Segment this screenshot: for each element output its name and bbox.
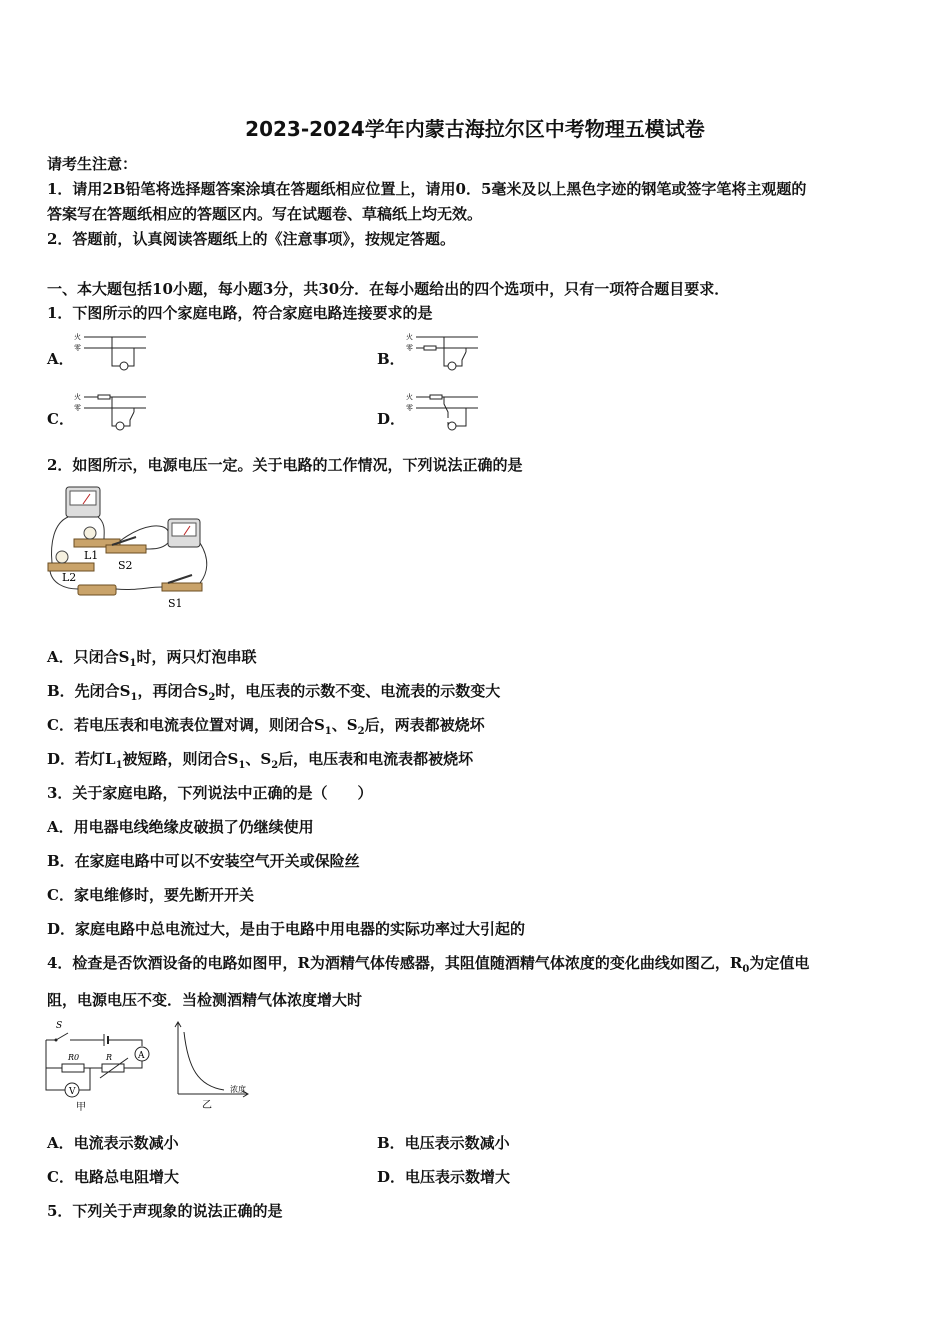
q2-option-d: D．若灯$L_1$被短路，则闭合$S_1$、$S_2$后，电压表和电流表都被烧坏 <box>47 750 474 771</box>
neutral-wire-label: 零 <box>406 344 413 352</box>
q3-option-c: C．家电维修时，要先断开开关 <box>47 886 254 904</box>
live-wire-label: 火 <box>406 333 413 341</box>
q1-circuit-d <box>404 390 482 436</box>
q2-circuit-figure <box>44 483 214 615</box>
label-switch-s: S <box>56 1021 63 1031</box>
q3-option-b: B．在家庭电路中可以不安装空气开关或保险丝 <box>47 852 360 870</box>
q4-stem-line1: 4．检查是否饮酒设备的电路如图甲，R为酒精气体传感器，其阻值随酒精气体浓度的变化曲线如图乙，$R_0$为定值电 <box>47 954 810 975</box>
q1-stem: 1．下图所示的四个家庭电路，符合家庭电路连接要求的是 <box>47 304 433 322</box>
q1-option-a-label: A． <box>47 350 74 368</box>
q4-option-b: B．电压表示数减小 <box>377 1134 510 1152</box>
label-r0: R0 <box>68 1053 80 1062</box>
label-s2: S2 <box>118 559 133 572</box>
q1-circuit-b <box>404 330 482 376</box>
live-wire-label: 火 <box>74 393 81 401</box>
q1-option-d-label: D． <box>377 410 406 428</box>
label-s1: S1 <box>168 597 183 610</box>
notice-item1-line2: 答案写在答题纸相应的答题区内。写在试题卷、草稿纸上均无效。 <box>47 205 483 223</box>
label-ammeter: A <box>138 1051 145 1061</box>
page-title: 2023-2024学年内蒙古海拉尔区中考物理五模试卷 <box>245 117 705 141</box>
label-l2: L2 <box>62 571 77 584</box>
label-l1: L1 <box>84 549 99 562</box>
notice-item1-line1: 1．请用2B铅笔将选择题答案涂填在答题纸相应位置上，请用0．5毫米及以上黑色字迹的钢笔或签字笔将主观题的 <box>47 180 807 198</box>
label-yi: 乙 <box>202 1100 212 1111</box>
q2-option-b: B．先闭合$S_1$，再闭合$S_2$时，电压表的示数不变、电流表的示数变大 <box>47 682 501 703</box>
q4-option-c: C．电路总电阻增大 <box>47 1168 179 1186</box>
q2-option-a: A．只闭合$S_1$时，两只灯泡串联 <box>47 648 257 669</box>
label-voltmeter: V <box>69 1087 76 1097</box>
label-concentration: 浓度 <box>230 1085 246 1094</box>
label-jia: 甲 <box>76 1102 86 1112</box>
q4-circuit-jia <box>40 1018 152 1112</box>
q3-option-d: D．家庭电路中总电流过大，是由于电路中用电器的实际功率过大引起的 <box>47 920 526 938</box>
q5-stem: 5．下列关于声现象的说法正确的是 <box>47 1202 283 1220</box>
q4-option-a: A．电流表示数减小 <box>47 1134 179 1152</box>
label-r: R <box>106 1053 113 1062</box>
notice-heading: 请考生注意： <box>47 155 138 173</box>
q1-option-c-label: C． <box>47 410 74 428</box>
q3-option-a: A．用电器电线绝缘皮破损了仍继续使用 <box>47 818 314 836</box>
q1-circuit-a <box>72 330 150 376</box>
q4-option-d: D．电压表示数增大 <box>377 1168 511 1186</box>
live-wire-label: 火 <box>406 393 413 401</box>
neutral-wire-label: 零 <box>74 404 81 412</box>
notice-item2: 2．答题前，认真阅读答题纸上的《注意事项》，按规定答题。 <box>47 230 455 248</box>
q3-stem: 3．关于家庭电路，下列说法中正确的是（ ） <box>47 784 373 802</box>
q2-stem: 2．如图所示，电源电压一定。关于电路的工作情况，下列说法正确的是 <box>47 456 523 474</box>
q2-option-c: C．若电压表和电流表位置对调，则闭合$S_1$、$S_2$后，两表都被烧坏 <box>47 716 485 737</box>
q4-graph-yi <box>168 1018 258 1112</box>
q1-option-b-label: B． <box>377 350 405 368</box>
q4-stem-line2: 阻，电源电压不变．当检测酒精气体浓度增大时 <box>47 991 363 1009</box>
neutral-wire-label: 零 <box>74 344 81 352</box>
section-heading: 一、本大题包括10小题，每小题3分，共30分．在每小题给出的四个选项中，只有一项符合题目要求． <box>47 280 730 298</box>
q1-circuit-c <box>72 390 150 436</box>
live-wire-label: 火 <box>74 333 81 341</box>
neutral-wire-label: 零 <box>406 404 413 412</box>
